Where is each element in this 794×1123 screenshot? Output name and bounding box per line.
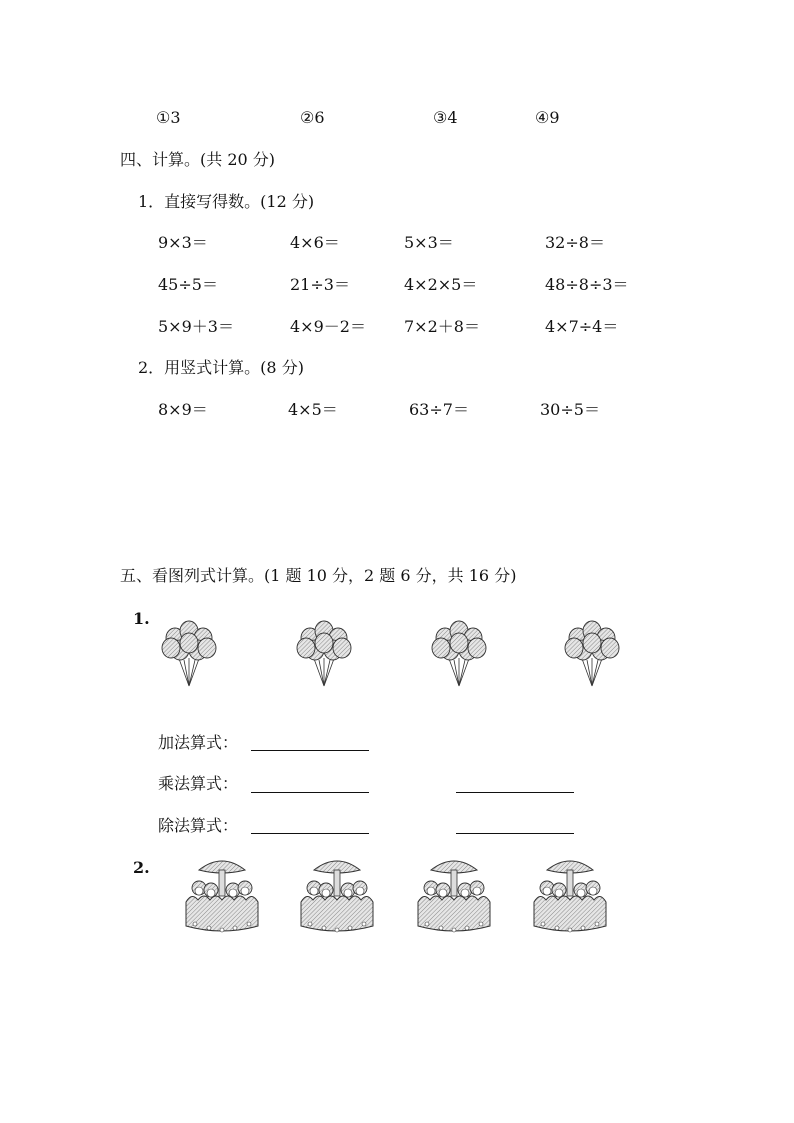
calc-problem: 4×7÷4＝ xyxy=(545,317,619,336)
calc-row xyxy=(0,233,794,257)
calc-problem: 4×6＝ xyxy=(290,233,340,252)
calc-problem: 5×3＝ xyxy=(404,233,454,252)
section-4-q2-label: 2．用竖式计算。(8 分) xyxy=(138,358,304,377)
section-5-q2-number: 2. xyxy=(133,858,150,877)
calc-problem: 4×9－2＝ xyxy=(290,317,366,336)
option-1: ①3 xyxy=(156,108,181,127)
carousel-with-children-icon xyxy=(298,854,376,936)
balloon-bunch-icon xyxy=(160,618,218,688)
multiplication-answer-line[interactable] xyxy=(456,792,574,793)
option-2: ②6 xyxy=(300,108,325,127)
option-3: ③4 xyxy=(433,108,458,127)
addition-label: 加法算式： xyxy=(158,733,239,752)
calc-problem: 21÷3＝ xyxy=(290,275,350,294)
carousel-with-children-icon xyxy=(183,854,261,936)
section-4-q1-label: 1．直接写得数。(12 分) xyxy=(138,192,315,211)
section-5-title: 五、看图列式计算。(1 题 10 分，2 题 6 分，共 16 分) xyxy=(120,566,517,585)
multiplication-label: 乘法算式： xyxy=(158,774,239,793)
calc-row xyxy=(0,275,794,299)
vertical-calc-problem: 4×5＝ xyxy=(288,400,338,419)
division-answer-line[interactable] xyxy=(251,833,369,834)
section-5-q1-number: 1. xyxy=(133,609,150,628)
balloon-bunch-icon xyxy=(563,618,621,688)
calc-problem: 5×9＋3＝ xyxy=(158,317,234,336)
vertical-calc-row xyxy=(0,400,794,424)
calc-problem: 4×2×5＝ xyxy=(404,275,478,294)
division-label: 除法算式： xyxy=(158,816,239,835)
calc-problem: 32÷8＝ xyxy=(545,233,605,252)
vertical-calc-problem: 63÷7＝ xyxy=(409,400,469,419)
balloon-bunch-icon xyxy=(430,618,488,688)
calc-problem: 9×3＝ xyxy=(158,233,208,252)
vertical-calc-problem: 30÷5＝ xyxy=(540,400,600,419)
calc-problem: 48÷8÷3＝ xyxy=(545,275,629,294)
carousel-with-children-icon xyxy=(531,854,609,936)
answer-options xyxy=(0,108,794,132)
multiplication-answer-line[interactable] xyxy=(251,792,369,793)
carousel-with-children-icon xyxy=(415,854,493,936)
vertical-calc-problem: 8×9＝ xyxy=(158,400,208,419)
calc-row xyxy=(0,317,794,341)
balloon-bunch-icon xyxy=(295,618,353,688)
section-4-title: 四、计算。(共 20 分) xyxy=(120,150,276,169)
calc-problem: 7×2＋8＝ xyxy=(404,317,480,336)
addition-answer-line[interactable] xyxy=(251,750,369,751)
option-4: ④9 xyxy=(535,108,560,127)
division-answer-line[interactable] xyxy=(456,833,574,834)
calc-problem: 45÷5＝ xyxy=(158,275,218,294)
